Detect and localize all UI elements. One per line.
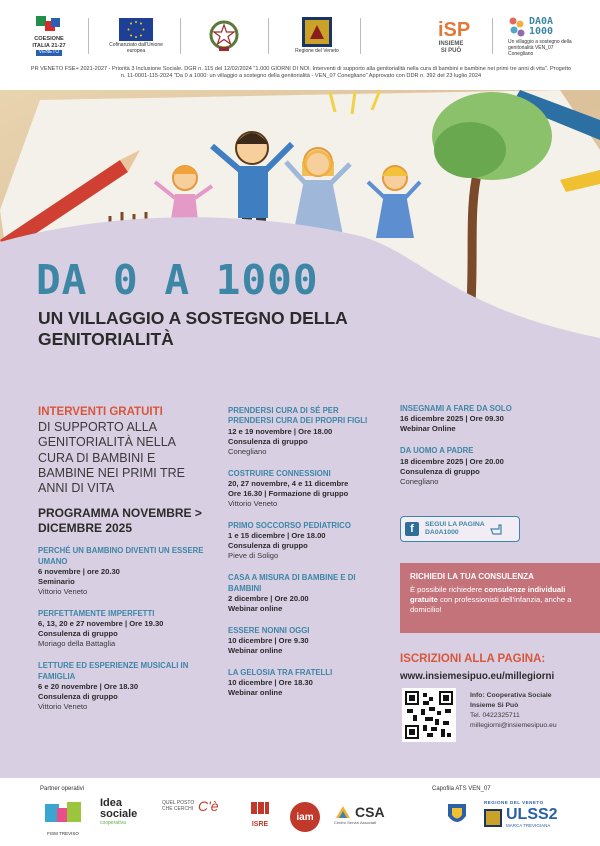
regione-veneto-logo: Regione del Veneto: [290, 12, 344, 60]
ulss2-logo: REGIONE DEL VENETO ULSS2 MARCA TREVIGIANA: [484, 800, 558, 828]
event-item: PERFETTAMENTE IMPERFETTI 6, 13, 20 e 27 novembre | Ore 19.30 Consulenza di gruppo Moriago della Battaglia: [38, 609, 164, 649]
column-1: [38, 405, 208, 724]
facebook-icon: f: [405, 522, 419, 536]
divider: [268, 18, 269, 54]
quel-posto-logo: QUEL POSTO CHE CERCHI C'è: [162, 798, 219, 814]
divider: [88, 18, 89, 54]
email-link[interactable]: millegiorni@insiemesipuo.eu: [470, 721, 557, 729]
idea-sociale-logo: Idea sociale cooperativa: [100, 797, 138, 826]
da0a1000-logo: DA0A 1000 Un villaggio a sostegno della genitorialità VEN_07 Conegliano: [508, 16, 572, 57]
svg-text:iSP: iSP: [438, 19, 471, 42]
footer-partners: Partner operativi Capofila ATS VEN_07 FISM TREVISO Idea sociale cooperativa QUEL POSTO CHE CERCHI C'è ISRE iam CSA Centro Servizi Associati REGIONE DEL VENETO ULSS2 MARCA TREVIGIANA: [0, 786, 600, 846]
funding-note: PR VENETO FSE+ 2021-2027 - Priorità 3 Inclusione Sociale. DGR n. 115 del 12/02/2024 "1.000 GIORNI DI NOI. Interventi di supporto alla genitorialità nella cura di bambini e bambine nei primi tre anni di vita". Progetto n. 11-0001-115-2024 "Da 0 a 1000: un villaggio a sostegno della genitorialità - VEN_07 Conegliano" Approvato con DDR n. 392 del 23 luglio 2024: [30, 66, 572, 80]
event-item: COSTRUIRE CONNESSIONI 20, 27 novembre, 4 e 11 dicembre Ore 16.30 | Formazione di gruppo Vittorio Veneto: [228, 468, 349, 508]
event-item: CASA A MISURA DI BAMBINE E DI BAMBINI 2 dicembre | Ore 20.00 Webinar online: [228, 573, 356, 613]
italian-republic-emblem-icon: [204, 12, 244, 60]
insieme-si-puo-logo: iSP INSIEME SI PUÒ: [438, 19, 471, 54]
contact-info: Info: Cooperativa Sociale Insieme Si Può Tel. 0422325711 millegiorni@insiemesipuo.eu: [470, 692, 557, 729]
header-logos: [0, 12, 600, 62]
regione-veneto-icon: [484, 809, 502, 827]
registration-link[interactable]: www.insiemesipuo.eu/millegiorni: [400, 671, 555, 682]
column-2: [228, 406, 383, 710]
qr-code[interactable]: [402, 688, 456, 742]
iscrizioni-heading: ISCRIZIONI ALLA PAGINA:: [400, 653, 546, 665]
divider: [492, 18, 493, 54]
fism-logo: FISM TREVISO: [38, 800, 88, 836]
coesione-italia-logo: COESIONE ITALIA 21-27 VENETO: [26, 12, 72, 60]
eu-flag-logo: Cofinanziato dall'Unione europea: [106, 12, 166, 60]
event-item: PRIMO SOCCORSO PEDIATRICO 1 e 15 dicembre | Ore 18.00 Consulenza di gruppo Pieve di Soligo: [228, 520, 351, 561]
event-item: ESSERE NONNI OGGI 10 dicembre | Ore 9.30 Webinar online: [228, 625, 310, 656]
page-title: DA 0 A 1000: [36, 256, 319, 304]
event-item: DA UOMO A PADRE 18 dicembre 2025 | Ore 20.00 Consulenza di gruppo Conegliano: [400, 446, 504, 486]
isre-logo: ISRE: [246, 800, 274, 828]
iam-logo: iam: [290, 802, 320, 832]
program-heading: PROGRAMMA NOVEMBRE > DICEMBRE 2025: [38, 506, 202, 536]
coat-of-arms-icon: [446, 800, 472, 833]
consulenza-box: RICHIEDI LA TUA CONSULENZA È possibile richiedere consulenze individuali gratuite con professionisti dell'infanzia, anche a domicilio!: [400, 563, 600, 633]
event-item: PERCHÉ UN BAMBINO DIVENTI UN ESSERE UMANO 6 novembre | ore 20.30 Seminario Vittorio Veneto: [38, 546, 204, 597]
intro-text: DI SUPPORTO ALLA GENITORIALITÀ NELLA CURA DI BAMBINI E BAMBINE NEI PRIMI TRE ANNI DI VITA: [38, 420, 186, 496]
event-item: PRENDERSI CURA DI SÉ PER PRENDERSI CURA DEI PROPRI FIGLI 12 e 19 novembre | Ore 18.00 Consulenza di gruppo Conegliano: [228, 406, 368, 456]
column-3: [400, 404, 590, 499]
csa-logo: CSA Centro Servizi Associati: [334, 804, 385, 825]
event-item: INSEGNAMI A FARE DA SOLO 16 dicembre 2025 | Ore 09.30 Webinar Online: [400, 404, 512, 434]
intro-lead: INTERVENTI GRATUITI: [38, 406, 163, 418]
event-item: LETTURE ED ESPERIENZE MUSICALI IN FAMIGLIA 6 e 20 novembre | Ore 18.30 Consulenza di gruppo Vittorio Veneto: [38, 661, 189, 711]
divider: [180, 18, 181, 54]
facebook-follow-button[interactable]: f SEGUI LA PAGINA DA0A1000: [400, 516, 520, 542]
event-item: LA GELOSIA TRA FRATELLI 10 dicembre | Ore 18.30 Webinar online: [228, 668, 333, 698]
divider: [360, 18, 361, 54]
page-subtitle: UN VILLAGGIO A SOSTEGNO DELLA GENITORIALITÀ: [38, 308, 348, 349]
pointer-hand-icon: [489, 522, 507, 536]
